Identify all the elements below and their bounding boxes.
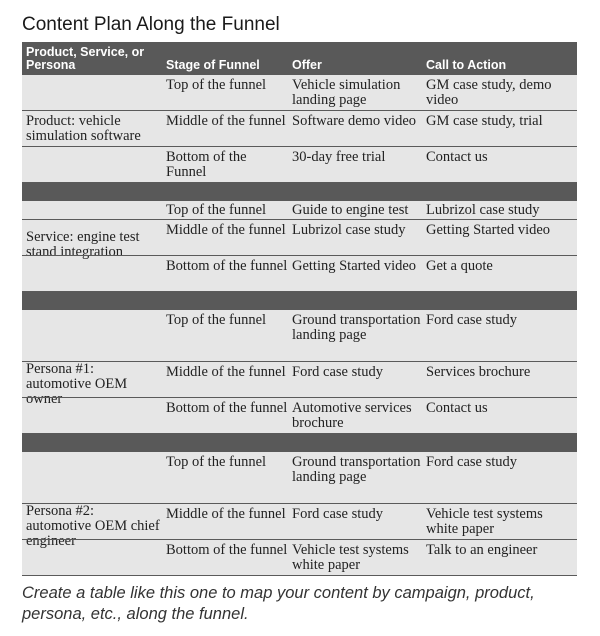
offer-cell: Getting Started video bbox=[292, 258, 417, 274]
stage-cell: Bottom of the Funnel bbox=[166, 149, 247, 180]
content-plan-table bbox=[22, 42, 577, 576]
stage-cell: Middle of the funnel bbox=[166, 222, 286, 238]
stage-cell: Bottom of the funnel bbox=[166, 542, 288, 558]
table-row bbox=[22, 540, 577, 575]
offer-cell: 30-day free trial bbox=[292, 149, 386, 165]
stage-cell: Bottom of the funnel bbox=[166, 400, 288, 416]
group-product bbox=[22, 75, 577, 183]
stage-cell: Top of the funnel bbox=[166, 312, 267, 328]
group-persona-1 bbox=[22, 310, 577, 434]
offer-cell: Ground transportation landing page bbox=[292, 312, 421, 343]
group-separator bbox=[22, 434, 577, 452]
table-row bbox=[22, 310, 577, 362]
cta-cell: GM case study, demo video bbox=[426, 77, 552, 108]
header-offer: Offer bbox=[292, 58, 322, 72]
cta-cell: Getting Started video bbox=[426, 222, 551, 238]
cta-cell: Lubrizol case study bbox=[426, 202, 540, 218]
header-call-to-action: Call to Action bbox=[426, 58, 507, 72]
cta-cell: Services brochure bbox=[426, 364, 531, 380]
cta-cell: Ford case study bbox=[426, 454, 518, 470]
stage-cell: Bottom of the funnel bbox=[166, 258, 288, 274]
group-label: Persona #2: automotive OEM chief engineer bbox=[26, 503, 160, 549]
group-label: Service: engine test stand integration bbox=[26, 229, 140, 260]
table-row bbox=[22, 256, 577, 291]
offer-cell: Software demo video bbox=[292, 113, 417, 129]
group-label: Product: vehicle simulation software bbox=[26, 113, 141, 144]
table-row bbox=[22, 398, 577, 433]
offer-cell: Vehicle test systems white paper bbox=[292, 542, 409, 573]
table-row bbox=[22, 220, 577, 256]
header-stage-of-funnel: Stage of Funnel bbox=[166, 58, 260, 72]
table-row bbox=[22, 504, 577, 540]
group-persona-2 bbox=[22, 452, 577, 576]
table-row bbox=[22, 452, 577, 504]
offer-cell: Automotive services brochure bbox=[292, 400, 412, 431]
offer-cell: Vehicle simulation landing page bbox=[292, 77, 401, 108]
table-header bbox=[22, 42, 577, 75]
stage-cell: Top of the funnel bbox=[166, 454, 267, 470]
table-row bbox=[22, 147, 577, 182]
table-row bbox=[22, 362, 577, 398]
header-product-service-persona: Product, Service, or Persona bbox=[26, 45, 145, 72]
cta-cell: Ford case study bbox=[426, 312, 518, 328]
offer-cell: Ford case study bbox=[292, 364, 384, 380]
group-label: Persona #1: automotive OEM owner bbox=[26, 361, 128, 407]
cta-cell: Contact us bbox=[426, 149, 488, 165]
stage-cell: Middle of the funnel bbox=[166, 364, 286, 380]
cta-cell: Get a quote bbox=[426, 258, 493, 274]
group-separator bbox=[22, 183, 577, 201]
group-service bbox=[22, 201, 577, 292]
cta-cell: Vehicle test systems white paper bbox=[426, 506, 543, 537]
stage-cell: Top of the funnel bbox=[166, 77, 267, 93]
offer-cell: Ground transportation landing page bbox=[292, 454, 421, 485]
stage-cell: Top of the funnel bbox=[166, 202, 267, 218]
stage-cell: Middle of the funnel bbox=[166, 506, 286, 522]
figure-caption: Create a table like this one to map your content by campaign, product, persona, etc., along the funnel. bbox=[22, 584, 535, 623]
table-row bbox=[22, 75, 577, 111]
offer-cell: Ford case study bbox=[292, 506, 384, 522]
group-separator bbox=[22, 292, 577, 310]
offer-cell: Lubrizol case study bbox=[292, 222, 406, 238]
page-title: Content Plan Along the Funnel bbox=[22, 14, 280, 35]
table-row bbox=[22, 111, 577, 147]
table-row bbox=[22, 201, 577, 220]
cta-cell: GM case study, trial bbox=[426, 113, 543, 129]
cta-cell: Talk to an engineer bbox=[426, 542, 538, 558]
cta-cell: Contact us bbox=[426, 400, 488, 416]
offer-cell: Guide to engine test bbox=[292, 202, 409, 218]
stage-cell: Middle of the funnel bbox=[166, 113, 286, 129]
